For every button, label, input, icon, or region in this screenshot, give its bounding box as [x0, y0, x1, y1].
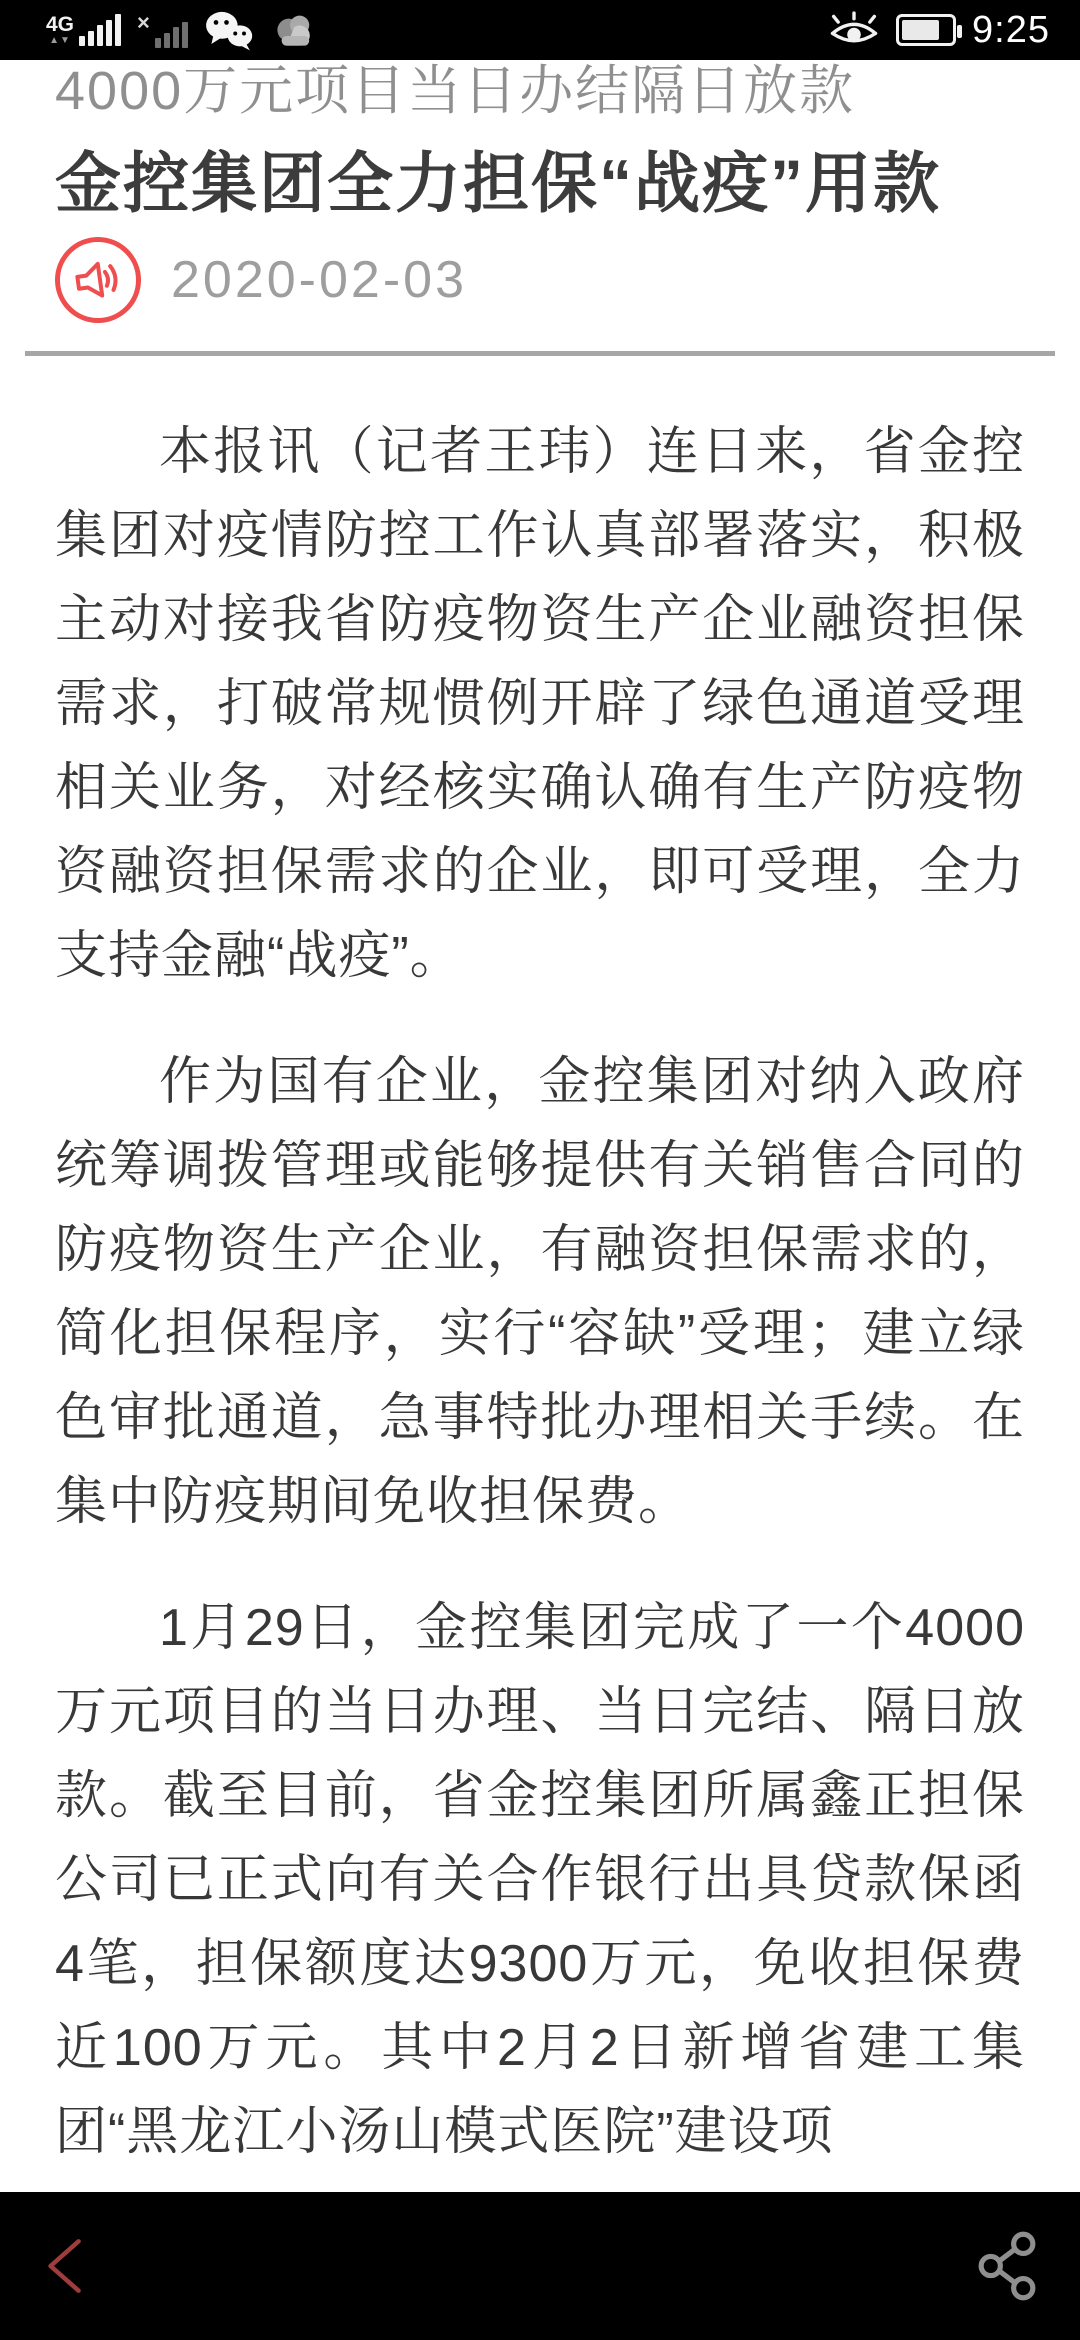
signal-bars-icon: [155, 22, 188, 48]
status-time: 9:25: [972, 8, 1050, 51]
share-button[interactable]: [976, 2229, 1038, 2303]
signal-bars-icon: [79, 14, 121, 46]
battery-icon: [896, 14, 956, 46]
article-overline: 4000万元项目当日办结隔日放款: [55, 61, 856, 121]
article-body: [55, 410, 1025, 2174]
no-signal-icon: ×: [137, 10, 150, 35]
sim2-signal: [137, 12, 188, 48]
cloud-icon: [272, 11, 320, 49]
eye-comfort-icon: [828, 10, 880, 50]
article-view: [0, 62, 1080, 2174]
status-bar-left: [46, 9, 320, 51]
status-bar-right: [828, 9, 1050, 52]
bottom-nav-bar: [0, 2192, 1080, 2340]
wechat-icon: [204, 9, 256, 51]
network-type-label: 4G: [46, 13, 75, 36]
back-chevron-icon: [42, 2238, 86, 2294]
divider: [25, 351, 1055, 356]
article-meta: [55, 237, 1025, 323]
article-paragraph: 1月29日，金控集团完成了一个4000万元项目的当日办理、当日完结、隔日放款。截至目前，省金控集团所属鑫正担保公司已正式向有关合作银行出具贷款保函4笔，担保额度达9300万元，免收担保费近100万元。其中2月2日新增省建工集团“黑龙江小汤山模式医院”建设项: [55, 1599, 1025, 2162]
speaker-icon: [70, 255, 126, 306]
share-icon: [976, 2229, 1038, 2303]
article-title: 金控集团全力担保“战疫”用款: [55, 146, 941, 221]
publish-date: 2020-02-03: [171, 251, 467, 310]
sim1-signal: [46, 14, 121, 46]
audio-play-button[interactable]: [55, 237, 141, 323]
back-button[interactable]: [42, 2238, 86, 2294]
status-bar: [0, 0, 1080, 60]
data-arrows-icon: ▲▼: [49, 35, 71, 46]
article-paragraph: 本报讯（记者王玮）连日来，省金控集团对疫情防控工作认真部署落实，积极主动对接我省防疫物资生产企业融资担保需求，打破常规惯例开辟了绿色通道受理相关业务，对经核实确认确有生产防疫物资融资担保需求的企业，即可受理，全力支持金融“战疫”。: [55, 423, 1025, 986]
article-paragraph: 作为国有企业，金控集团对纳入政府统筹调拨管理或能够提供有关销售合同的防疫物资生产企业，有融资担保需求的，简化担保程序，实行“容缺”受理；建立绿色审批通道，急事特批办理相关手续。在集中防疫期间免收担保费。: [55, 1053, 1025, 1532]
